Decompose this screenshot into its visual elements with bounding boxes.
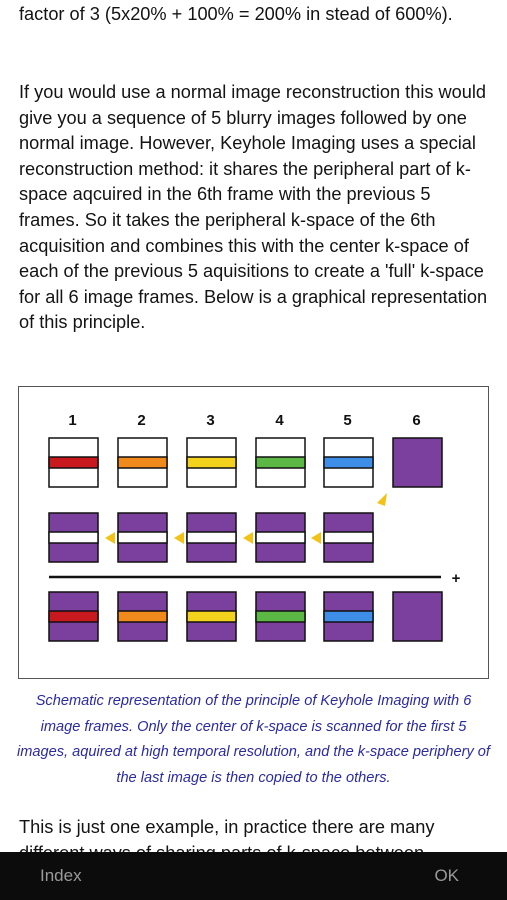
shared-periphery-1-center-band [49,532,98,543]
shared-periphery-2-center-band [118,532,167,543]
acquired-frame-2-center-band [118,457,167,468]
figure-caption: Schematic representation of the principle of Keyhole Imaging with 6 image frames. Only the center of k-space is scanned for the first 5 images, aquired at high temporal resolution, and the k-space periphery of the last image is then copied to the others. [17,693,490,786]
frame-label-6: 6 [412,412,421,429]
shared-periphery-3-center-band [187,532,236,543]
copy-arrow-3 [243,532,253,544]
keyhole-explanation-paragraph: If you would use a normal image reconstruction this would give you a sequence of 5 blurry images followed by one normal image. However, Keyhole Imaging uses a special reconstruction method: it shares the peripheral part of k-space aqcuired in the 6th frame with the previous 5 frames. So it takes the peripheral k-space of the 6th acquisition and combines this with the center k-space of each of the previous 5 aquisitions to create a 'full' k-space for all 6 image frames. Below is a graphical representation of this principle. [19,82,488,333]
keyhole-diagram [18,386,489,679]
combined-frame-6 [393,592,442,641]
combined-frame-1-center-band [49,611,98,622]
copy-arrow-diagonal [377,493,387,506]
shared-periphery-4-center-band [256,532,305,543]
shared-periphery-5-center-band [324,532,373,543]
frame-label-2: 2 [137,412,146,429]
frame-label-4: 4 [275,412,284,429]
frame-label-1: 1 [68,412,77,429]
plus-sign: + [451,570,461,587]
copy-arrow-4 [311,532,321,544]
copy-arrow-1 [105,532,115,544]
combined-frame-4-center-band [256,611,305,622]
ok-button[interactable]: OK [434,866,459,885]
index-button[interactable]: Index [40,866,82,885]
combined-frame-2-center-band [118,611,167,622]
acquired-frame-3-center-band [187,457,236,468]
frame-label-3: 3 [206,412,215,429]
acquired-frame-5-center-band [324,457,373,468]
full-frame-6 [393,438,442,487]
combined-frame-5-center-band [324,611,373,622]
keyhole-diagram-svg [19,387,490,680]
intro-text-fragment: factor of 3 (5x20% + 100% = 200% in stead of 600%). [19,4,453,24]
bottom-toolbar [0,852,507,900]
combined-frame-3-center-band [187,611,236,622]
frame-label-5: 5 [343,412,352,429]
acquired-frame-4-center-band [256,457,305,468]
example-paragraph: This is just one example, in practice there are many [19,817,435,837]
acquired-frame-1-center-band [49,457,98,468]
copy-arrow-2 [174,532,184,544]
